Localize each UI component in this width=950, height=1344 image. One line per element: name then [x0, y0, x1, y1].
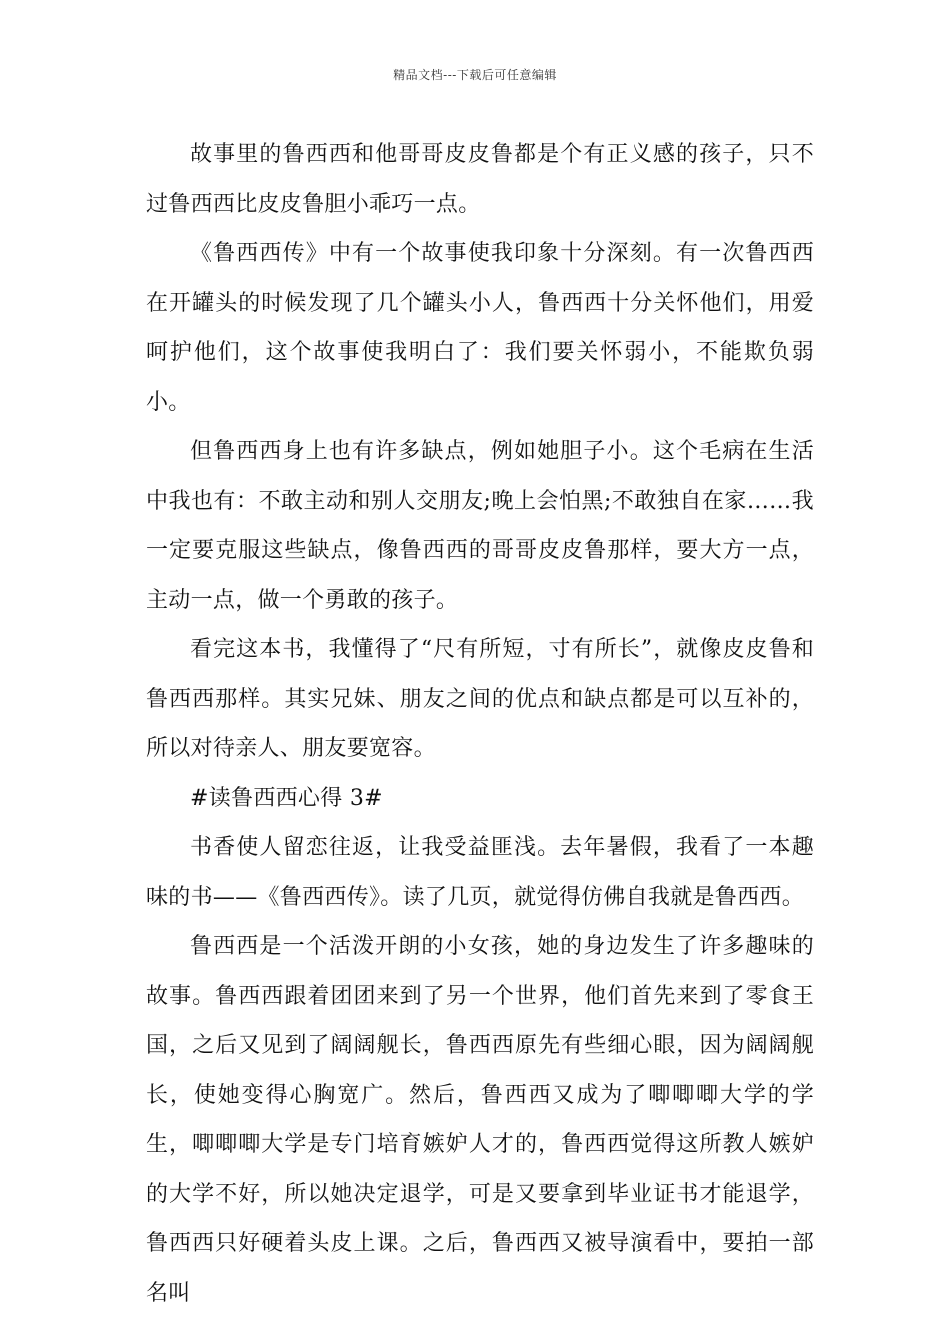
paragraph: 书香使人留恋往返，让我受益匪浅。去年暑假，我看了一本趣味的书——《鲁西西传》。读了几页，就觉得仿佛自我就是鲁西西。: [146, 835, 814, 910]
page-header: 精品文档---下载后可任意编辑: [393, 68, 557, 82]
paragraph: 故事里的鲁西西和他哥哥皮皮鲁都是个有正义感的孩子，只不过鲁西西比皮皮鲁胆小乖巧一点。: [146, 142, 814, 217]
paragraph: 《鲁西西传》中有一个故事使我印象十分深刻。有一次鲁西西在开罐头的时候发现了几个罐头小人，鲁西西十分关怀他们，用爱呵护他们，这个故事使我明白了：我们要关怀弱小，不能欺负弱小。: [146, 241, 814, 415]
paragraph: 看完这本书，我懂得了“尺有所短，寸有所长”，就像皮皮鲁和鲁西西那样。其实兄妹、朋友之间的优点和缺点都是可以互补的，所以对待亲人、朋友要宽容。: [146, 637, 814, 761]
paragraph: 鲁西西是一个活泼开朗的小女孩，她的身边发生了许多趣味的故事。鲁西西跟着团团来到了另一个世界，他们首先来到了零食王国，之后又见到了阔阔舰长，鲁西西原先有些细心眼，因为阔阔舰长，使她变得心胸宽广。然后，鲁西西又成为了唧唧唧大学的学生，唧唧唧大学是专门培育嫉妒人才的，鲁西西觉得这所教人嫉妒的大学不好，所以她决定退学，可是又要拿到毕业证书才能退学，鲁西西只好硬着头皮上课。之后，鲁西西又被导演看中，要拍一部名叫: [146, 934, 814, 1306]
paragraph: 但鲁西西身上也有许多缺点，例如她胆子小。这个毛病在生活中我也有：不敢主动和别人交朋友;晚上会怕黑;不敢独自在家……我一定要克服这些缺点，像鲁西西的哥哥皮皮鲁那样，要大方一点，主动一点，做一个勇敢的孩子。: [146, 439, 814, 613]
section-heading: #读鲁西西心得 3#: [190, 785, 383, 811]
document-body: [146, 130, 814, 1318]
